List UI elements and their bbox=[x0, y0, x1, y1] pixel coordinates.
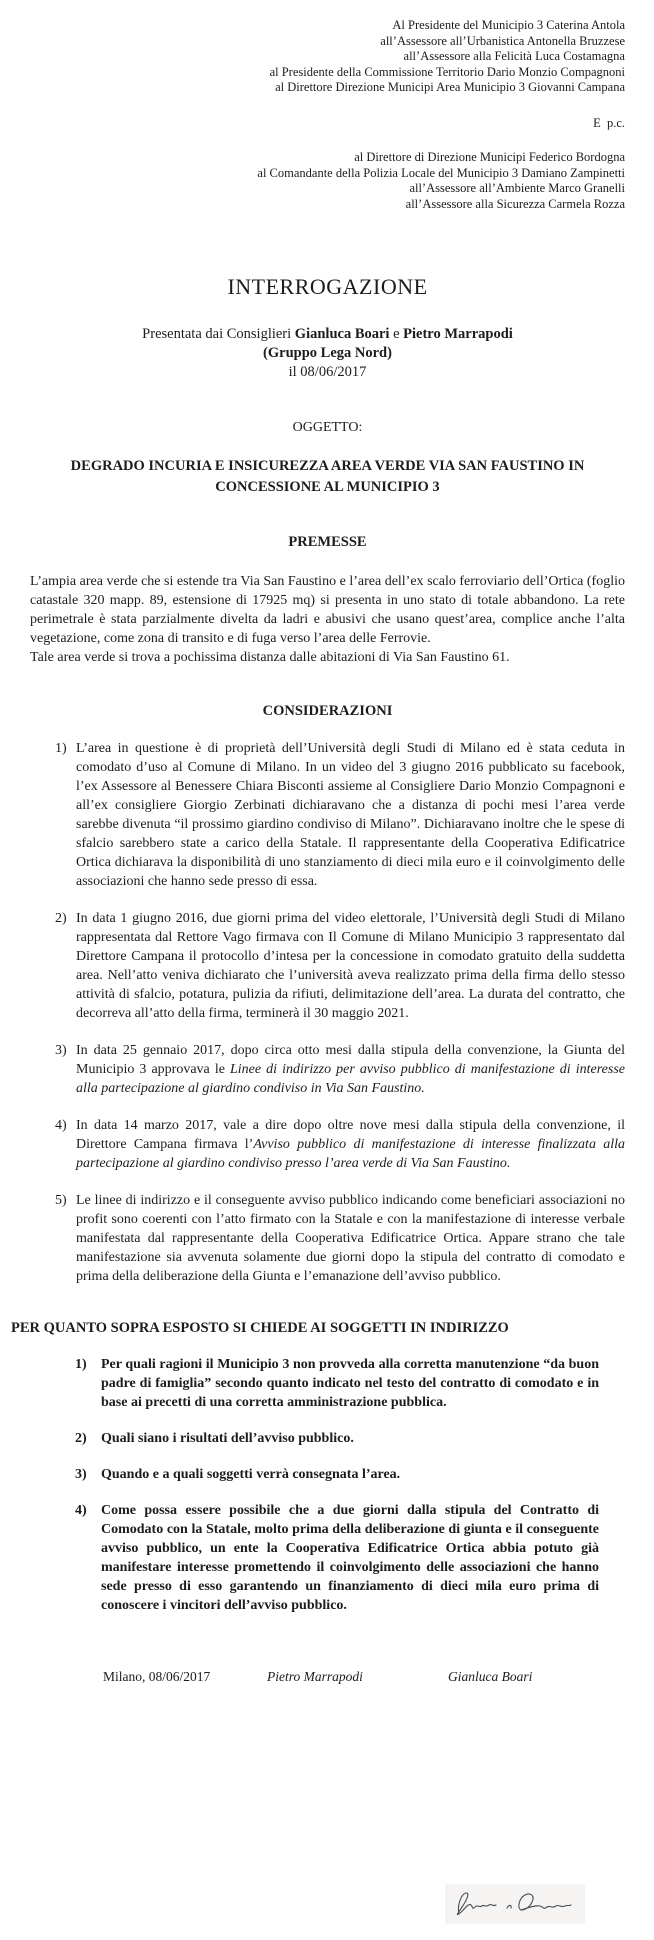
handwritten-signature-image bbox=[445, 1884, 585, 1924]
item-text: Quali siano i risultati dell’avviso pubblico. bbox=[101, 1431, 354, 1446]
considerazioni-list bbox=[30, 739, 625, 1286]
item-number: 4) bbox=[75, 1503, 87, 1518]
recipient-line: al Presidente della Commissione Territorio Dario Monzio Compagnoni bbox=[269, 64, 625, 79]
signature-row bbox=[30, 1667, 625, 1686]
item-italic-run: Linee di indirizzo per avviso pubblico di manifestazione di interesse alla partecipazione al giardino condiviso in Via San Faustino. bbox=[76, 1062, 625, 1096]
presented-by-block bbox=[30, 325, 625, 382]
richieste-item bbox=[75, 1465, 599, 1484]
item-text bbox=[76, 1116, 625, 1173]
recipients-cc-block bbox=[30, 150, 625, 212]
richieste-item bbox=[75, 1355, 599, 1412]
oggetto-label: OGGETTO: bbox=[292, 420, 363, 435]
considerazioni-item bbox=[55, 1116, 625, 1173]
richieste-item bbox=[75, 1501, 599, 1615]
considerazioni-item bbox=[55, 739, 625, 891]
subject-heading: DEGRADO INCURIA E INSICUREZZA AREA VERDE VIA SAN FAUSTINO IN CONCESSIONE AL MUNICIPIO 3 bbox=[70, 458, 585, 495]
recipient-line: all’Assessore all’Urbanistica Antonella Bruzzese bbox=[380, 33, 625, 48]
presented-prefix: Presentata dai Consiglieri bbox=[142, 326, 295, 342]
place-and-date: Milano, 08/06/2017 bbox=[103, 1669, 211, 1684]
presented-connector: e bbox=[389, 326, 404, 342]
item-text-run: Le linee di indirizzo e il conseguente avviso pubblico indicando come beneficiari associazioni no profit sono coerenti con l’atto firmato con la Statale e con la manifestazione di interesse verbale manifestata dal rappresentante della Cooperativa Edificatrice Ortica. Appare strano che tale manifestazione sia avvenuta solamente due giorni dopo la stipula del contratto di comodato e prima della deliberazione della Giunta e l’emanazione dell’avviso pubblico. bbox=[76, 1193, 625, 1284]
document-title: INTERROGAZIONE bbox=[227, 274, 428, 299]
premesse-heading: PREMESSE bbox=[288, 534, 367, 550]
richieste-item bbox=[75, 1429, 599, 1448]
presentation-date: il 08/06/2017 bbox=[288, 364, 367, 380]
item-text: Come possa essere possibile che a due giorni dalla stipula del Contratto di Comodato con la Statale, molto prima della deliberazione di giunta e il conseguente avviso pubblico, un ente la Cooperativa Edificatrice Ortica abbia potuto già manifestare interesse promettendo il coinvolgimento delle associazioni che hanno sede presso di esso garantendo un finanziamento di dieci mila euro prima di conoscere i vincitori dell’avviso pubblico. bbox=[101, 1503, 599, 1613]
recipient-line: all’Assessore alla Felicità Luca Costamagna bbox=[403, 49, 625, 63]
item-text-run: In data 25 gennaio 2017, dopo circa otto mesi dalla stipula della convenzione, la Giunta del Municipio 3 approvava le bbox=[76, 1043, 625, 1077]
item-number: 3) bbox=[75, 1467, 87, 1482]
recipient-line: al Direttore di Direzione Municipi Federico Bordogna bbox=[354, 150, 625, 164]
richieste-heading: PER QUANTO SOPRA ESPOSTO SI CHIEDE AI SOGGETTI IN INDIRIZZO bbox=[11, 1320, 509, 1336]
item-text-run: In data 14 marzo 2017, vale a dire dopo oltre nove mesi dalla stipula della convenzione, il Direttore Campana firmava l’ bbox=[76, 1118, 625, 1152]
signature-squiggle-icon bbox=[445, 1884, 585, 1924]
item-italic-run: Avviso pubblico di manifestazione di interesse finalizzata alla partecipazione al giardino condiviso presso l’area verde di Via San Faustino. bbox=[76, 1137, 626, 1171]
recipient-line: al Direttore Direzione Municipi Area Municipio 3 Giovanni Campana bbox=[275, 80, 625, 94]
premesse-paragraph bbox=[30, 572, 625, 667]
item-number: 3) bbox=[55, 1043, 67, 1058]
item-text bbox=[76, 1041, 625, 1098]
premesse-paragraph-2: Tale area verde si trova a pochissima distanza dalle abitazioni di Via San Faustino 61. bbox=[30, 650, 510, 665]
councillor-name-marrapodi: Pietro Marrapodi bbox=[403, 326, 513, 342]
richieste-list bbox=[30, 1355, 625, 1615]
recipient-line: all’Assessore all’Ambiente Marco Granelli bbox=[409, 181, 625, 195]
councillor-name-boari: Gianluca Boari bbox=[294, 326, 390, 342]
item-text: Quando e a quali soggetti verrà consegnata l’area. bbox=[101, 1467, 401, 1482]
considerazioni-heading: CONSIDERAZIONI bbox=[262, 703, 393, 719]
signer-pietro-marrapodi: Pietro Marrapodi bbox=[267, 1669, 363, 1684]
item-text: Per quali ragioni il Municipio 3 non provveda alla corretta manutenzione “da buon padre di famiglia” secondo quanto indicato nel testo del contratto di comodato e in base ai precetti di una corretta amministrazione pubblica. bbox=[101, 1357, 599, 1410]
presented-by-line bbox=[30, 325, 625, 344]
item-text-run: L’area in questione è di proprietà dell’Università degli Studi di Milano ed è stata ceduta in comodato d’uso al Comune di Milano. In un video del 3 giugno 2016 pubblicato su facebook, l’ex Assessore al Benessere Chiara Bisconti assieme al Consigliere Dario Monzio Compagnoni e all’ex consigliere Giorgio Zerbinati dichiaravano che a distanza di pochi mesi l’area verde sarebbe divenuta “il prossimo giardino condiviso di Milano”. Dichiaravano inoltre che le spese di sfalcio sarebbero state a carico della Statale. Il rappresentante della Cooperativa Edificatrice Ortica dichiarava la disponibilità di uno stanziamento di dieci mila euro e il coinvolgimento delle associazioni che hanno sede presso di essa. bbox=[76, 741, 625, 889]
item-number: 1) bbox=[55, 741, 67, 756]
item-text bbox=[76, 909, 625, 1023]
item-text bbox=[76, 1191, 625, 1286]
considerazioni-item bbox=[55, 909, 625, 1023]
cc-label: E p.c. bbox=[593, 115, 625, 130]
recipient-line: Al Presidente del Municipio 3 Caterina Antola bbox=[392, 18, 625, 32]
item-text bbox=[76, 739, 625, 891]
signer-gianluca-boari: Gianluca Boari bbox=[448, 1669, 533, 1684]
item-text-run: In data 1 giugno 2016, due giorni prima del video elettorale, l’Università degli Studi di Milano rappresentata dal Rettore Vago firmava con Il Comune di Milano Municipio 3 rappresentato dal Direttore Campana il protocollo d’intesa per la concessione in comodato gratuito della suddetta area. Nell’atto veniva dichiarato che l’università aveva realizzato prima della firma dello stesso attività di sfalcio, potatura, pulizia da rifiuti, delimitazione dell’area. La durata del contratto, che decorreva all’atto della firma, terminerà il 30 maggio 2021. bbox=[76, 911, 625, 1021]
item-number: 5) bbox=[55, 1193, 67, 1208]
item-number: 2) bbox=[75, 1431, 87, 1446]
recipients-to-block bbox=[30, 18, 625, 96]
recipient-line: al Comandante della Polizia Locale del Municipio 3 Damiano Zampinetti bbox=[257, 165, 625, 180]
considerazioni-item bbox=[55, 1191, 625, 1286]
considerazioni-item bbox=[55, 1041, 625, 1098]
item-number: 2) bbox=[55, 911, 67, 926]
political-group: (Gruppo Lega Nord) bbox=[263, 345, 392, 361]
item-number: 4) bbox=[55, 1118, 67, 1133]
item-number: 1) bbox=[75, 1357, 87, 1372]
premesse-paragraph-1: L’ampia area verde che si estende tra Via San Faustino e l’area dell’ex scalo ferroviario dell’Ortica (foglio catastale 320 mapp. 89, estensione di 17925 mq) si presenta in uno stato di totale abbandono. La rete perimetrale è stata parzialmente divelta da ladri e abusivi che usano quest’area, complice anche l’alta vegetazione, come zona di transito e di fuga verso l’area delle Ferrovie. bbox=[30, 574, 625, 646]
recipient-line: all’Assessore alla Sicurezza Carmela Rozza bbox=[405, 196, 625, 211]
